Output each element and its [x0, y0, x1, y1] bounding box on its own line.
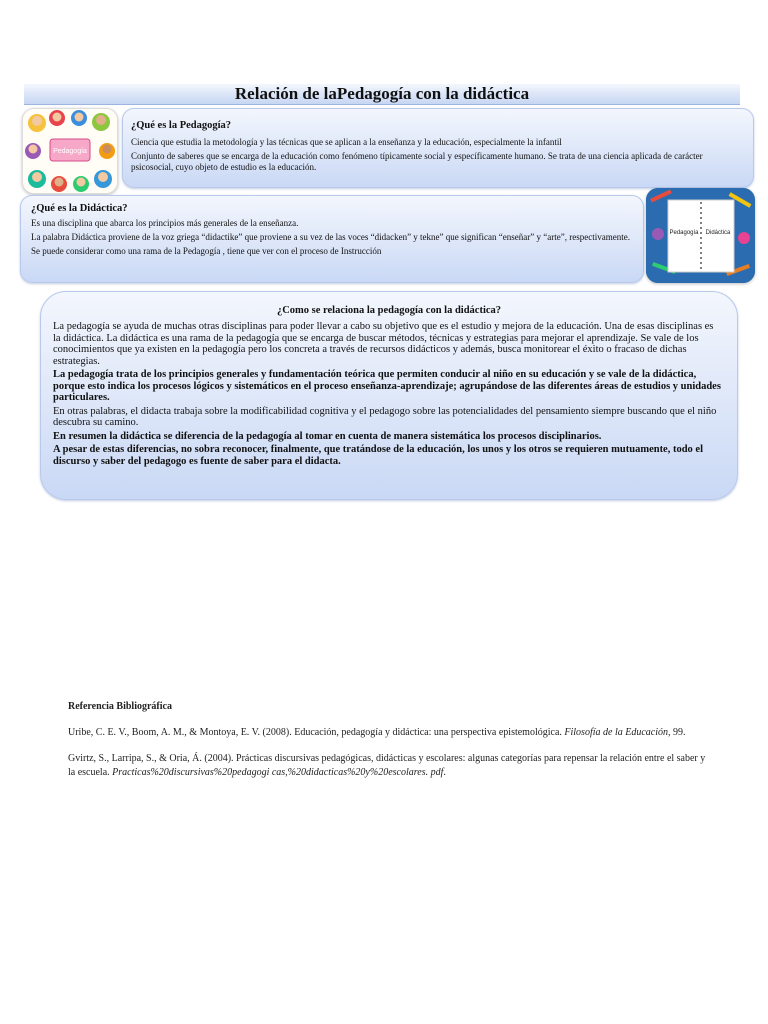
reference-item: Gvirtz, S., Larripa, S., & Oria, Á. (2004). Prácticas discursivas pedagógicas, didácticas y escolares: algunas categorías para repensar la relación entre el saber y la escuela. Practicas%20discursivas%20pedagogi cas,%20didacticas%20y%20escolares. pdf. — [68, 753, 706, 778]
children-pedagogy-illustration — [22, 108, 118, 194]
references-section — [68, 700, 708, 792]
pedagogy-panel — [122, 108, 754, 188]
pedagogy-line: Ciencia que estudia la metodología y las técnicas que se aplican a la enseñanza y la educación, especialmente la infantil — [131, 137, 562, 147]
notebook-right-label: Didáctica — [705, 230, 731, 236]
relationship-paragraph: A pesar de estas diferencias, no sobra reconocer, finalmente, que tratándose de la educación, los unos y los otros se requieren mutuamente, todo el discurso y saber del pedagogo es fuente de saber para el didacta. — [53, 444, 704, 467]
relationship-panel — [40, 291, 738, 500]
relationship-paragraph: En resumen la didáctica se diferencia de la pedagogía al tomar en cuenta de manera sistemática los procesos disciplinarios. — [53, 430, 602, 442]
didactics-panel — [20, 195, 644, 283]
didactics-line: La palabra Didáctica proviene de la voz griega “didactike” que proviene a su vez de las voces “didacken” y tekne” que significan “enseñar” y “arte”, respectivamente. — [31, 232, 630, 242]
title-bar — [24, 84, 740, 105]
references-heading: Referencia Bibliográfica — [68, 701, 172, 712]
relationship-title: ¿Como se relaciona la pedagogía con la didáctica? — [276, 305, 502, 316]
pedagogy-title: ¿Qué es la Pedagogía? — [131, 120, 232, 131]
page-title: Relación de laPedagogía con la didáctica — [234, 84, 530, 103]
reference-item: Uribe, C. E. V., Boom, A. M., & Montoya, E. V. (2008). Educación, pedagogía y didáctica: una perspectiva epistemológica. Filosofía de la Educación, 99. — [68, 727, 686, 738]
notebook-left-label: Pedagogía — [669, 230, 699, 236]
pedagogia-label: Pedagogía — [53, 148, 87, 155]
pedagogy-line: Conjunto de saberes que se encarga de la educación como fenómeno típicamente social y específicamente humano. Se trata de una ciencia aplicada de carácter psicosocial, cuyo objeto de estudio es la educación. — [131, 151, 703, 172]
relationship-paragraph: La pedagogía trata de los principios generales y fundamentación teórica que permiten conducir al niño en su educación y se vale de la didáctica, porque esto indica los procesos lógicos y sistemáticos en el proceso enseñanza-aprendizaje; agrupándose de las diferentes áreas de estudios y unidades particulares. — [53, 369, 721, 403]
didactics-line: Es una disciplina que abarca los principios más generales de la enseñanza. — [31, 218, 299, 228]
didactics-title: ¿Qué es la Didáctica? — [31, 203, 128, 214]
notebook-illustration — [646, 188, 755, 283]
relationship-paragraph: En otras palabras, el didacta trabaja sobre la modificabilidad cognitiva y el pedagogo sobre las potencialidades del pensamiento siempre buscando que el niño descubra su camino. — [53, 405, 717, 428]
didactics-line: Se puede considerar como una rama de la Pedagogía , tiene que ver con el proceso de Instrucción — [31, 246, 382, 256]
relationship-paragraph: La pedagogía se ayuda de muchas otras disciplinas para poder llevar a cabo su objetivo que es el estudio y mejora de la educación. Una de esas disciplinas es la didáctica. La didáctica es una rama de la pedagogía que se encarga de buscar métodos, técnicas y estrategias para mejorar el aprendizaje. Se vale de los conocimientos que ya existen en la pedagogía pero los concreta a través de recursos didácticos y además, busca monitorear el éxito o fracaso de dichas estrategias. — [53, 321, 714, 367]
